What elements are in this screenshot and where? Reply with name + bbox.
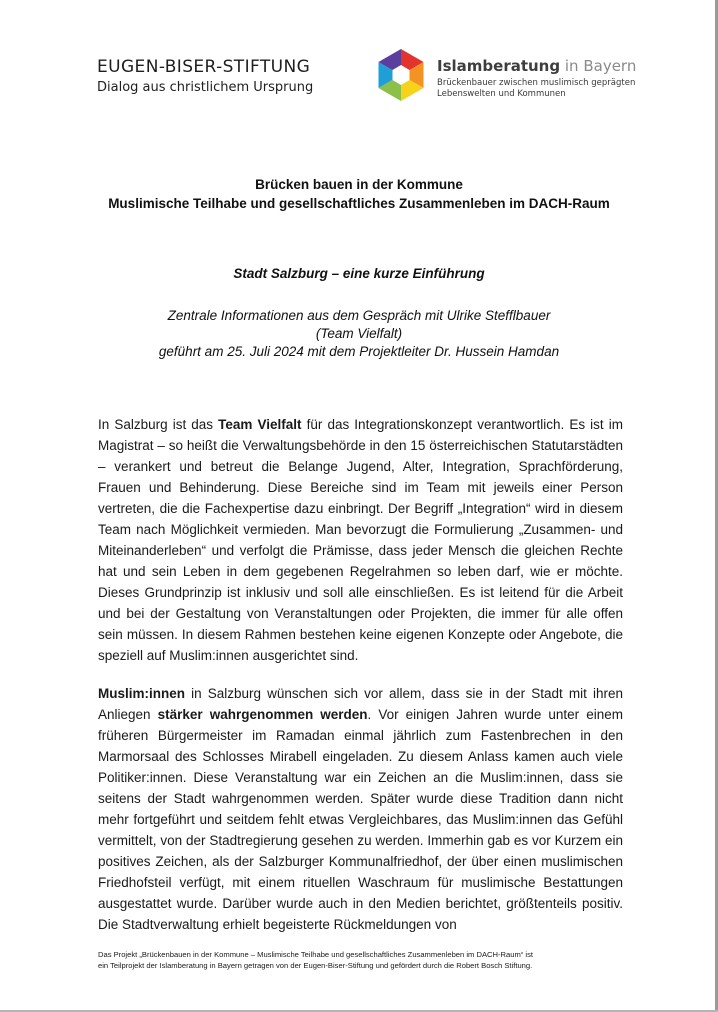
islamberatung-tagline xyxy=(437,78,636,100)
paragraph-1-bold: Team Vielfalt xyxy=(218,417,302,432)
title-line-2: Muslimische Teilhabe und gesellschaftliches Zusammenleben im DACH-Raum xyxy=(108,196,610,211)
body-paragraph-1 xyxy=(98,414,623,666)
islamberatung-title xyxy=(437,57,636,75)
paragraph-2-bold-1: Muslim:innen xyxy=(98,686,185,701)
islamberatung-tagline-line1: Brückenbauer zwischen muslimisch geprägten xyxy=(437,78,636,88)
foundation-tagline: Dialog aus christlichem Ursprung xyxy=(97,80,314,95)
paragraph-2-text-2: . Vor einigen Jahren wurde unter einem früheren Bürgermeister im Ramadan einmal jährlich zum Fastenbrechen in den Marmorsaal des Schlosses Mirabell eingeladen. Zu diesem Anlass kamen auch viele Politiker:innen. Diese Veranstaltung war ein Zeichen an die Muslim:innen, dass sie seitens der Stadt wahrgenommen werden. Später wurde diese Tradition dann nicht mehr fortgeführt und seitdem fehlt etwas Vergleichbares, das Muslim:innen das Gefühl vermittelt, von der Stadtregierung gesehen zu werden. Immerhin gab es vor Kurzem ein positives Zeichen, als der Salzburger Kommunalfriedhof, der über einen muslimischen Friedhofsteil verfügt, mit einem rituellen Waschraum für muslimische Bestattungen ausgestattet wurde. Darüber wurde auch in den Medien berichtet, größtenteils positiv. Die Stadtverwaltung erhielt begeisterte Rückmeldungen von xyxy=(98,707,623,932)
islamberatung-title-rest: in Bayern xyxy=(564,57,637,75)
islamberatung-logo-text xyxy=(437,57,636,100)
interview-info-line-2: (Team Vielfalt) xyxy=(315,326,403,341)
footnote-line-2: ein Teilprojekt der Islamberatung in Bayern getragen von der Eugen-Biser-Stiftung und gefördert durch die Robert Bosch Stiftung. xyxy=(98,961,533,970)
title-line-1: Brücken bauen in der Kommune xyxy=(255,177,463,192)
eugen-biser-stiftung-logo xyxy=(97,57,313,95)
foundation-name: EUGEN-BISER-STIFTUNG xyxy=(97,57,311,77)
interview-info-line-3: geführt am 25. Juli 2024 mit dem Projektleiter Dr. Hussein Hamdan xyxy=(158,344,560,359)
interview-info-line-1: Zentrale Informationen aus dem Gespräch mit Ulrike Stefflbauer xyxy=(167,308,551,323)
islamberatung-tagline-line2: Lebenswelten und Kommunen xyxy=(437,89,566,99)
document-title xyxy=(0,175,718,213)
paragraph-1-text: für das Integrationskonzept verantwortlich. Es ist im Magistrat – so heißt die Verwaltungsbehörde in den 15 österreichischen Statutarstädten – verankert und betreut die Belange Jugend, Alter, Integration, Sprachförderung, Frauen und Behinderung. Diese Bereiche sind im Team mit jeweils einer Person vertreten, die die Fachexpertise dazu einbringt. Der Begriff „Integration“ wird in diesem Team nach Möglichkeit vermieden. Man bevorzugt die Formulierung „Zusammen- und Miteinanderleben“ und verfolgt die Prämisse, dass jeder Mensch die gleichen Rechte hat und sein Leben in dem gegebenen Regelrahmen so leben darf, wie er möchte. Dieses Grundprinzip ist inklusiv und soll alle einschließen. Es ist leitend für die Arbeit und bei der Gestaltung von Veranstaltungen oder Projekten, die immer für alle offen sein müssen. In diesem Rahmen bestehen keine eigenen Konzepte oder Angebote, die speziell auf Muslim:innen ausgerichtet sind. xyxy=(98,417,623,663)
footnote xyxy=(98,949,626,971)
footnote-line-1: Das Projekt „Brückenbauen in der Kommune – Muslimische Teilhabe und gesellschaftliches Zusammenleben im DACH-Raum“ ist xyxy=(98,950,534,959)
document-subtitle: Stadt Salzburg – eine kurze Einführung xyxy=(233,266,485,281)
islamberatung-title-bold: Islamberatung xyxy=(437,57,561,75)
body-paragraph-2 xyxy=(98,683,623,935)
paragraph-2-bold-2: stärker wahrgenommen werden xyxy=(157,707,368,722)
paragraph-2-text-1: in Salzburg wünschen sich vor allem, dass sie in der Stadt mit ihren Anliegen xyxy=(98,686,623,722)
paragraph-1-intro: In Salzburg ist das xyxy=(98,417,219,432)
islamberatung-emblem-icon xyxy=(376,48,426,102)
interview-info xyxy=(0,307,718,361)
page-header xyxy=(0,48,718,108)
